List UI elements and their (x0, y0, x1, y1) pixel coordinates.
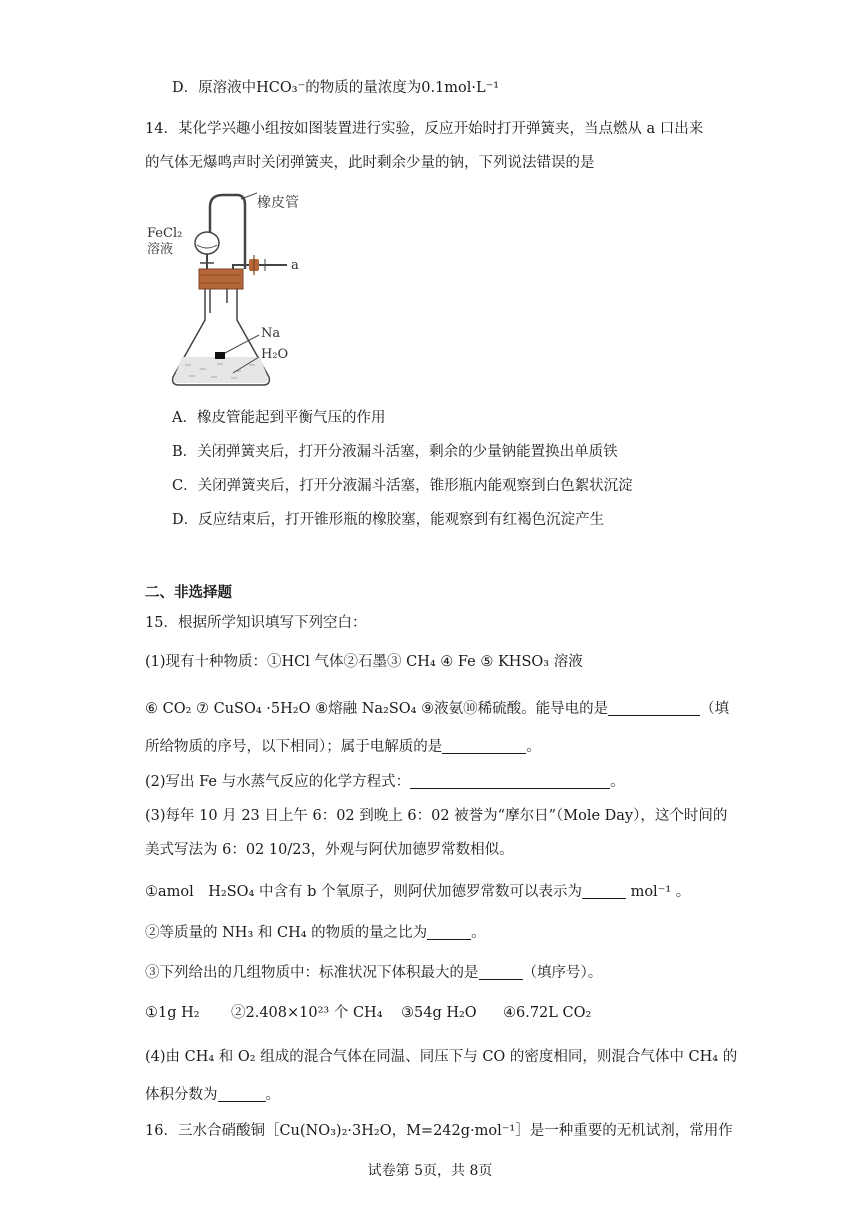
option-3: ③54g H₂O (401, 1005, 477, 1021)
answer-blank-volume-fraction[interactable] (218, 1086, 266, 1102)
q13-option-d: D．原溶液中HCO₃⁻的物质的量浓度为0.1mol·L⁻¹ (172, 80, 500, 96)
q15-part3-ii-end: 。 (471, 925, 486, 941)
q15-part2-text: (2)写出 Fe 与水蒸气反应的化学方程式： (145, 774, 411, 790)
answer-blank-conductive[interactable] (608, 700, 700, 716)
q15-part2 (145, 771, 625, 793)
q15-part3-ii-text: ②等质量的 NH₃ 和 CH₄ 的物质的量之比为 (145, 925, 428, 941)
label-h2o: H₂O (261, 347, 289, 362)
q15-part1-text-end: 。 (526, 739, 541, 755)
q14-option-a: A．橡皮管能起到平衡气压的作用 (172, 410, 386, 426)
q15-part2-end: 。 (610, 774, 625, 790)
q15-part1-text: ⑥ CO₂ ⑦ CuSO₄ ·5H₂O ⑧熔融 Na₂SO₄ ⑨液氨⑩稀硫酸。能导电的是 (145, 701, 609, 717)
label-solution: 溶液 (147, 242, 174, 257)
q15-part3-i-unit: mol⁻¹ 。 (630, 884, 691, 900)
answer-blank-electrolyte[interactable] (442, 738, 526, 754)
apparatus-figure (145, 185, 320, 405)
q16-stem: 16．三水合硝酸铜［Cu(NO₃)₂·3H₂O，M=242g·mol⁻¹］是一种重要的无机试剂，常用作 (145, 1123, 733, 1139)
answer-blank-ratio[interactable] (427, 924, 471, 940)
q15-part4-line1: (4)由 CH₄ 和 O₂ 组成的混合气体在同温、同压下与 CO 的密度相同，则混合气体中 CH₄ 的 (145, 1049, 738, 1065)
q15-part3-i-text: ①amol H₂SO₄ 中含有 b 个氧原子，则阿伏加德罗常数可以表示为 (145, 884, 582, 900)
q15-part1-line1: (1)现有十种物质：①HCl 气体②石墨③ CH₄ ④ Fe ⑤ KHSO₃ 溶液 (145, 654, 583, 670)
answer-blank-avogadro[interactable] (582, 883, 626, 899)
answer-blank-equation[interactable] (410, 773, 610, 789)
q15-stem: 15．根据所学知识填写下列空白： (145, 615, 367, 631)
label-na: Na (261, 326, 281, 341)
q15-part3-options (145, 1002, 591, 1024)
label-rubber-tube: 橡皮管 (257, 195, 299, 211)
answer-blank-volume[interactable] (479, 964, 523, 980)
q15-part3-line2: 美式写法为 6：02 10/23，外观与阿伏加德罗常数相似。 (145, 842, 514, 858)
option-4: ④6.72L CO₂ (503, 1005, 592, 1021)
q15-part4-line2 (145, 1084, 280, 1106)
q14-option-d: D．反应结束后，打开锥形瓶的橡胶塞，能观察到有红褐色沉淀产生 (172, 512, 605, 528)
section-heading: 二、非选择题 (145, 584, 232, 601)
q15-part3-iii-end: （填序号）。 (522, 965, 603, 981)
q14-option-c: C．关闭弹簧夹后，打开分液漏斗活塞，锥形瓶内能观察到白色絮状沉淀 (172, 478, 633, 494)
q15-part3-line1: (3)每年 10 月 23 日上午 6：02 到晚上 6：02 被誉为“摩尔日”（Mole Day），这个时间的 (145, 808, 728, 824)
q14-option-b: B．关闭弹簧夹后，打开分液漏斗活塞，剩余的少量钠能置换出单质铁 (172, 444, 618, 460)
q15-part3-i (145, 881, 690, 903)
q15-part1-text: 所给物质的序号，以下相同）；属于电解质的是 (145, 739, 443, 755)
q15-part3-iii-text: ③下列给出的几组物质中：标准状况下体积最大的是 (145, 965, 479, 981)
q14-stem-line2: 的气体无爆鸣声时关闭弹簧夹，此时剩余少量的钠，下列说法错误的是 (145, 155, 595, 171)
q14-stem-line1: 14．某化学兴趣小组按如图装置进行实验，反应开始时打开弹簧夹，当点燃从 a 口出来 (145, 121, 704, 137)
q15-part1-line2 (145, 698, 729, 720)
label-outlet-a: a (291, 258, 299, 273)
q15-part1-text-end: （填 (700, 701, 730, 717)
q15-part4-text: 体积分数为 (145, 1087, 218, 1103)
option-2: ②2.408×10²³ 个 CH₄ (231, 1005, 383, 1021)
q15-part1-line3 (145, 736, 541, 758)
q15-part3-ii (145, 922, 486, 944)
option-1: ①1g H₂ (145, 1005, 200, 1021)
label-fecl2: FeCl₂ (147, 226, 183, 241)
q15-part3-iii (145, 962, 602, 984)
q15-part4-end: 。 (265, 1087, 280, 1103)
page-footer: 试卷第 5页，共 8页 (367, 1163, 493, 1179)
